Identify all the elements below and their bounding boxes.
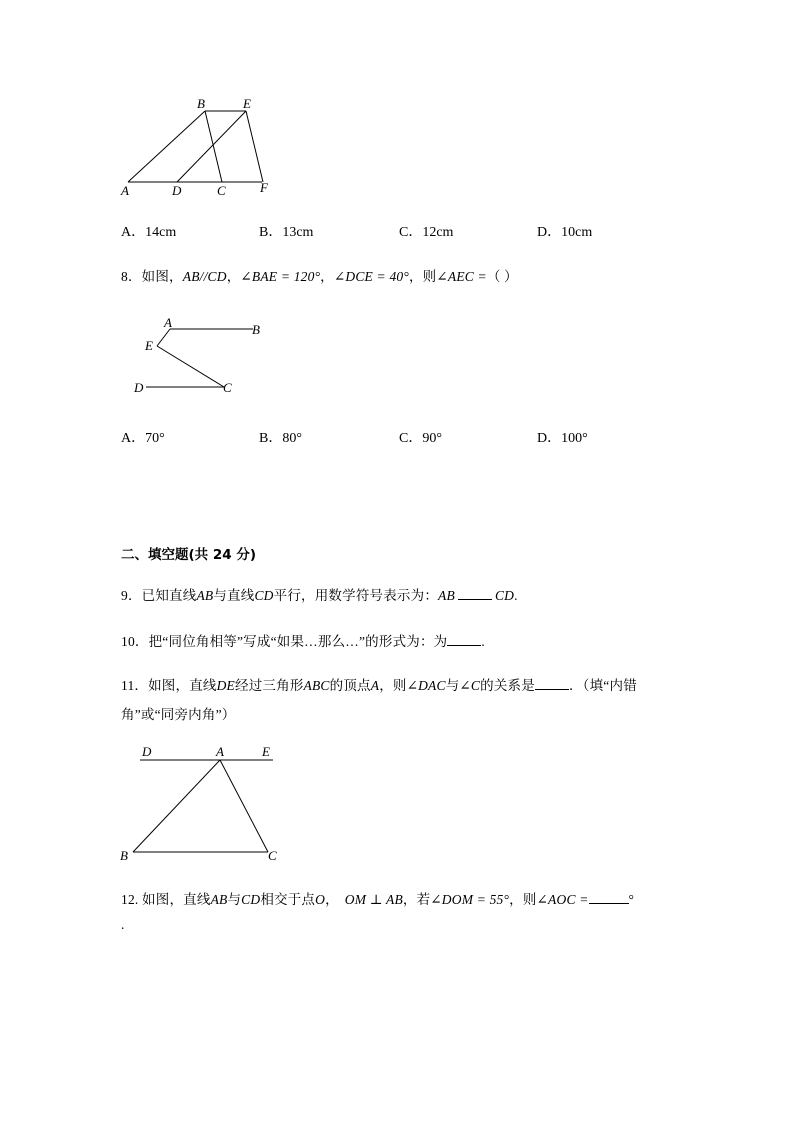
question-12-line-1: 12. 如图，直线AB与CD相交于点O， OM ⊥ AB，若∠DOM = 55°，则∠AOC = °: [121, 892, 635, 907]
q8-expr-dce: ∠DCE = 40°: [333, 269, 409, 284]
question-12-line-2: .: [121, 917, 125, 932]
q8-option-d[interactable]: [537, 427, 588, 447]
answer-blank[interactable]: [589, 890, 629, 904]
section-heading-fill-blank: 二、填空题(共 24 分): [121, 547, 257, 563]
point-label-a: A: [164, 315, 172, 330]
point-label-d: D: [142, 744, 152, 759]
option-text: 90°: [422, 431, 442, 446]
point-label-b: B: [252, 322, 260, 337]
option-text: 12cm: [422, 225, 454, 240]
q8-expr-ab-cd: AB//CD: [182, 269, 227, 284]
option-letter: D．: [537, 431, 562, 446]
option-text: 100°: [561, 431, 588, 446]
point-label-c: C: [217, 183, 226, 198]
option-letter: A．: [121, 225, 146, 240]
segment-ab: [133, 760, 220, 852]
point-label-a: A: [216, 744, 224, 759]
point-label-d: D: [172, 183, 182, 198]
point-label-e: E: [262, 744, 270, 759]
point-label-c: C: [268, 848, 277, 863]
point-label-c: C: [223, 380, 232, 395]
point-label-b: B: [120, 848, 128, 863]
option-text: 13cm: [282, 225, 314, 240]
question-10: 10．把“同位角相等”写成“如果…那么…”的形式为：为 .: [121, 634, 485, 649]
q7-option-d[interactable]: [537, 221, 592, 241]
answer-blank[interactable]: [535, 676, 569, 690]
option-text: 14cm: [145, 225, 177, 240]
option-letter: B．: [259, 225, 283, 240]
point-label-d: D: [134, 380, 144, 395]
segment-ac: [220, 760, 268, 852]
question-9: 9．已知直线AB与直线CD平行，用数学符号表示为：AB CD.: [121, 588, 518, 603]
question-11-line-1: 11．如图，直线DE经过三角形ABC的顶点A，则∠DAC与∠C的关系是 ．（填“内错: [121, 678, 637, 693]
q7-option-c[interactable]: [399, 221, 453, 241]
option-letter: A．: [121, 431, 146, 446]
option-letter: B．: [259, 431, 283, 446]
option-letter: D．: [537, 225, 562, 240]
q8-option-c[interactable]: [399, 427, 442, 447]
question-8: 8．如图，AB//CD，∠BAE = 120°，∠DCE = 40°，则∠AEC =（ ）: [121, 269, 518, 284]
option-text: 70°: [145, 431, 165, 446]
answer-blank[interactable]: [447, 632, 481, 646]
option-letter: C．: [399, 431, 423, 446]
q8-expr-aec: ∠AEC =: [436, 269, 487, 284]
option-letter: C．: [399, 225, 423, 240]
option-text: 80°: [282, 431, 302, 446]
q8-expr-bae: ∠BAE = 120°: [240, 269, 321, 284]
point-label-b: B: [197, 96, 205, 111]
answer-paren[interactable]: （ ）: [486, 269, 518, 284]
point-label-e: E: [243, 96, 251, 111]
question-11-line-2: 角”或“同旁内角”）: [121, 707, 236, 722]
point-label-f: F: [260, 180, 268, 195]
point-label-a: A: [121, 183, 129, 198]
answer-blank[interactable]: [458, 586, 492, 600]
option-text: 10cm: [561, 225, 593, 240]
figure-triangle: [0, 0, 300, 870]
point-label-e: E: [145, 338, 153, 353]
